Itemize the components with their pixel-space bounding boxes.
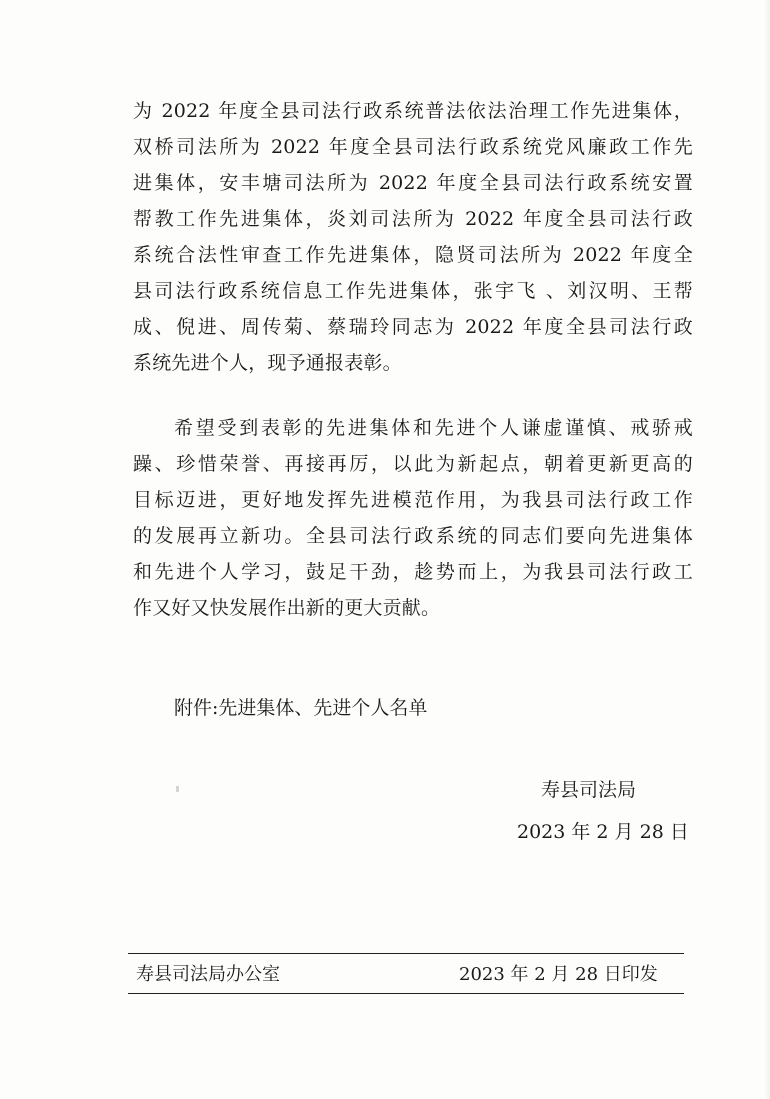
- footer-print-date: 2023 年 2 月 28 日印发: [459, 964, 658, 985]
- paragraph-line: 希望受到表彰的先进集体和先进个人谦虚谨慎、戒骄戒: [174, 417, 693, 439]
- paragraph-line: 和先进个人学习，鼓足干劲，趁势而上，为我县司法行政工: [133, 561, 693, 583]
- paragraph-line: 目标迈进，更好地发挥先进模范作用，为我县司法行政工作: [133, 489, 693, 511]
- signature-org: 寿县司法局: [541, 779, 637, 801]
- body-paragraph-2: [133, 410, 693, 626]
- signature-date: 2023 年 2 月 28 日: [517, 821, 689, 843]
- paragraph-line: 进集体，安丰塘司法所为 2022 年度全县司法行政系统安置: [133, 172, 693, 194]
- paragraph-line: 的发展再立新功。全县司法行政系统的同志们要向先进集体: [133, 525, 693, 547]
- attachment-note: 附件:先进集体、先进个人名单: [174, 697, 428, 719]
- paragraph-line: 县司法行政系统信息工作先进集体，张宇飞 、刘汉明、王帮: [133, 280, 693, 302]
- paragraph-line: 作又好又快发展作出新的更大贡献。: [133, 597, 441, 619]
- scan-edge-shadow: [764, 0, 770, 1099]
- paragraph-line: 帮教工作先进集体，炎刘司法所为 2022 年度全县司法行政: [133, 208, 693, 230]
- footer-rule-bottom: [128, 993, 684, 994]
- body-paragraph-1: [133, 93, 693, 381]
- paragraph-line: 系统先进个人，现予通报表彰。: [133, 352, 402, 374]
- paragraph-line: 系统合法性审查工作先进集体，隐贤司法所为 2022 年度全: [133, 244, 693, 266]
- paragraph-line: 躁、珍惜荣誉、再接再厉，以此为新起点，朝着更新更高的: [133, 453, 693, 475]
- paragraph-line: 成、倪进、周传菊、蔡瑞玲同志为 2022 年度全县司法行政: [133, 316, 693, 338]
- paragraph-line: 为 2022 年度全县司法行政系统普法依法治理工作先进集体，: [133, 100, 693, 122]
- footer-issuing-office: 寿县司法局办公室: [136, 964, 280, 985]
- footer-rule-top: [128, 953, 684, 954]
- paragraph-line: 双桥司法所为 2022 年度全县司法行政系统党风廉政工作先: [133, 136, 693, 158]
- scan-speck: [176, 786, 179, 792]
